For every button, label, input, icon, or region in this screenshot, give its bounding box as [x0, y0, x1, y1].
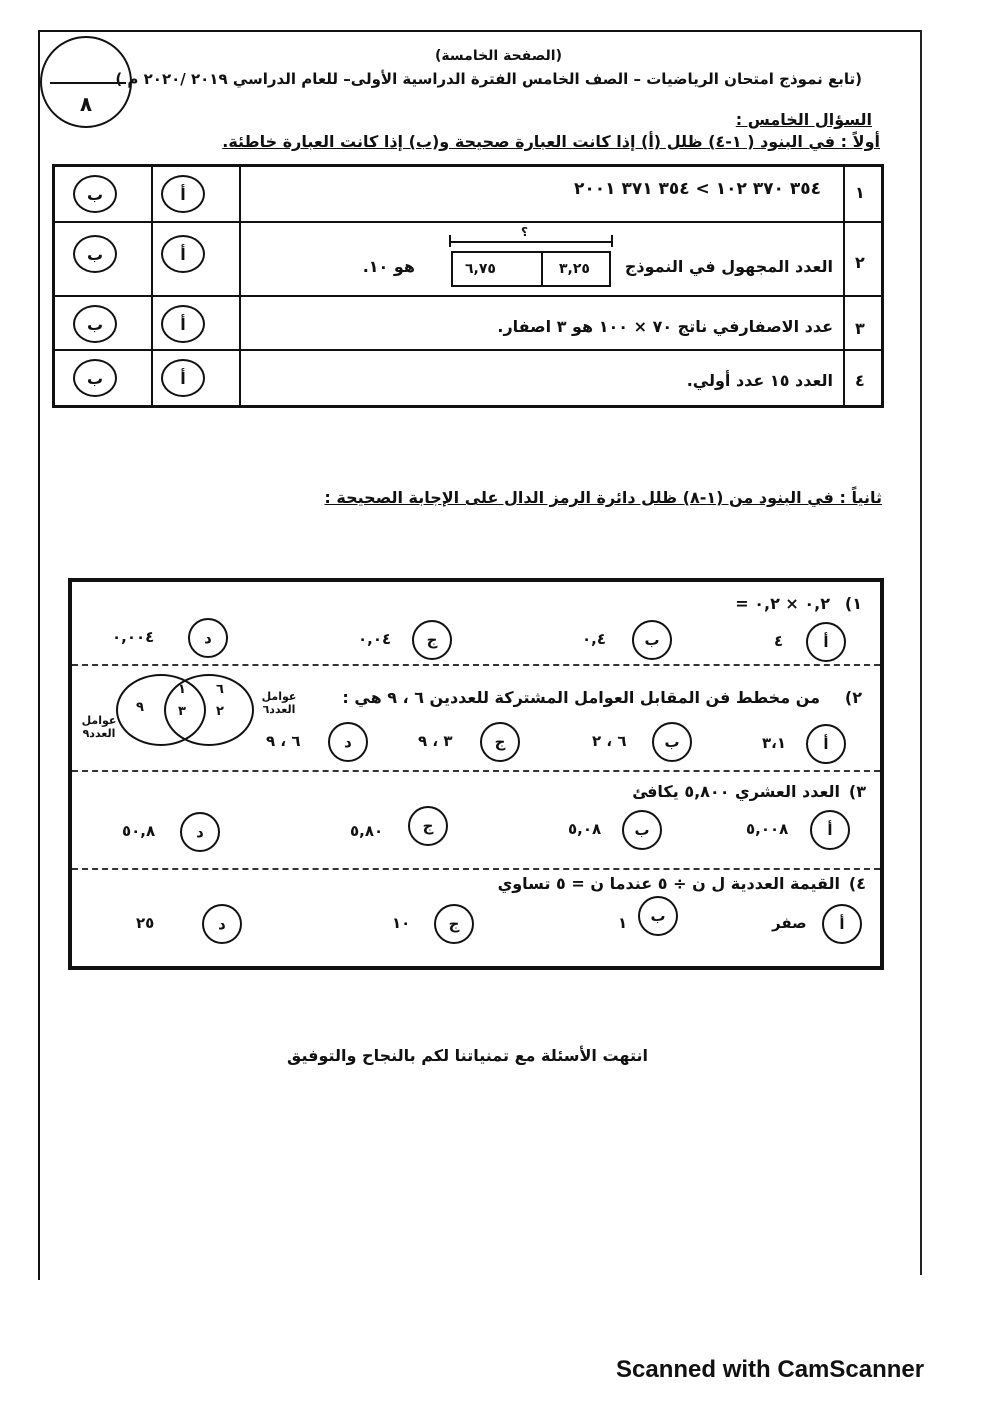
statement-text: العدد المجهول في النموذج: [624, 257, 833, 276]
question-number: ٣): [848, 782, 866, 801]
option-b-circle[interactable]: ب: [622, 810, 662, 850]
option-b-value: ٥,٠٨: [568, 820, 602, 838]
option-b-button[interactable]: ب: [73, 235, 117, 273]
question-text: من مخطط فن المقابل العوامل المشتركة للعددين ٦ ، ٩ هي :: [342, 688, 820, 707]
option-c-value: ٥,٨٠: [350, 822, 384, 840]
statement-text: ٣٥٤ ٣٧٠ ١٠٢ > ٣٥٤ ٣٧١ ٢٠٠١: [574, 179, 821, 199]
option-a-circle[interactable]: أ: [806, 724, 846, 764]
grade-mark: ٨: [79, 92, 93, 116]
option-a-button[interactable]: أ: [161, 175, 205, 213]
multiple-choice-box: [68, 578, 884, 970]
option-a-button[interactable]: أ: [161, 235, 205, 273]
option-b-circle[interactable]: ب: [652, 722, 692, 762]
bar-model-bracket: [611, 235, 613, 247]
question-number: ١): [844, 594, 862, 613]
option-a-value: ٥,٠٠٨: [746, 820, 789, 838]
option-a-button[interactable]: أ: [161, 359, 205, 397]
option-b-circle[interactable]: ب: [638, 896, 678, 936]
option-d-circle[interactable]: د: [202, 904, 242, 944]
page-frame-top: [38, 30, 922, 32]
option-d-value: ٥٠,٨: [122, 822, 156, 840]
statement-text: العدد ١٥ عدد أولي.: [686, 371, 833, 390]
bar-model: [451, 251, 611, 287]
statement-text: عدد الاصفارفي ناتج ٧٠ × ١٠٠ هو ٣ اصفار.: [497, 317, 833, 336]
option-b-value: ٦ ، ٢: [592, 732, 627, 750]
table-row-divider: [55, 221, 881, 223]
bar-model-right: ٣,٢٥: [559, 261, 590, 277]
option-c-value: ٠,٠٤: [358, 630, 392, 648]
row-number: ١: [855, 183, 865, 202]
bar-model-unknown: ؟: [521, 225, 528, 239]
option-a-button[interactable]: أ: [161, 305, 205, 343]
part1-instruction: أولاً : في البنود ( ١-٤) ظلل (أ) إذا كانت العبارة صحيحة و(ب) إذا كانت العبارة خاطئة.: [222, 132, 880, 151]
option-a-value: صفر: [772, 914, 807, 932]
bar-model-left: ٦,٧٥: [465, 261, 496, 277]
option-b-button[interactable]: ب: [73, 305, 117, 343]
venn-label-6: عوامل العدد٦: [261, 690, 297, 716]
question-number: ٢): [844, 688, 862, 707]
table-col-divider: [843, 167, 845, 405]
question-number: ٤): [848, 874, 866, 893]
page-frame-left: [38, 30, 40, 1280]
option-d-circle[interactable]: د: [188, 618, 228, 658]
question-text: ٠,٢ × ٠,٢ =: [735, 594, 830, 613]
bar-model-divider: [541, 253, 543, 285]
option-d-circle[interactable]: د: [328, 722, 368, 762]
question-text: القيمة العددية ل ن ÷ ٥ عندما ن = ٥ تساوي: [497, 874, 840, 893]
venn-label-9: عوامل العدد٩: [81, 714, 117, 740]
closing-message: انتهت الأسئلة مع تمنياتنا لكم بالنجاح والتوفيق: [287, 1046, 648, 1065]
exam-title: (تابع نموذج امتحان الرياضيات – الصف الخامس الفترة الدراسية الأولى– للعام الدراسي ٢٠١٩ /٢٠٢٠ م ): [115, 70, 862, 88]
option-b-button[interactable]: ب: [73, 359, 117, 397]
table-row-divider: [55, 349, 881, 351]
page-label: (الصفحة الخامسة): [435, 48, 562, 64]
row-number: ٤: [855, 371, 865, 390]
option-a-circle[interactable]: أ: [822, 904, 862, 944]
table-col-divider: [151, 167, 153, 405]
true-false-table: [52, 164, 884, 408]
part2-instruction: ثانياً : في البنود من (١-٨) ظلل دائرة الرمز الدال على الإجابة الصحيحة :: [324, 488, 882, 507]
question-text: العدد العشري ٥,٨٠٠ يكافئ: [632, 782, 840, 801]
scanner-watermark: Scanned with CamScanner: [616, 1356, 925, 1383]
option-d-value: ٦ ، ٩: [266, 732, 301, 750]
option-b-button[interactable]: ب: [73, 175, 117, 213]
option-d-value: ٠,٠٠٤: [112, 628, 155, 646]
option-d-value: ٢٥: [136, 914, 155, 932]
option-b-value: ١: [618, 914, 628, 932]
option-c-value: ٣ ، ٩: [418, 732, 453, 750]
page-frame-right: [920, 30, 922, 1275]
option-b-circle[interactable]: ب: [632, 620, 672, 660]
option-c-circle[interactable]: ج: [412, 620, 452, 660]
option-a-circle[interactable]: أ: [806, 622, 846, 662]
option-a-circle[interactable]: أ: [810, 810, 850, 850]
option-c-circle[interactable]: ج: [408, 806, 448, 846]
option-d-circle[interactable]: د: [180, 812, 220, 852]
option-c-circle[interactable]: ج: [434, 904, 474, 944]
question-divider: [72, 868, 880, 870]
section-title: السؤال الخامس :: [735, 110, 872, 129]
venn-common-b: ٣: [178, 704, 186, 719]
table-row-divider: [55, 295, 881, 297]
option-a-value: ٣،١: [762, 734, 787, 752]
bar-model-bracket: [449, 241, 613, 243]
question-divider: [72, 770, 880, 772]
option-b-value: ٠,٤: [582, 630, 607, 648]
venn-only9: ٩: [136, 700, 144, 715]
statement-tail: هو ١٠.: [362, 257, 415, 276]
venn-only6-b: ٢: [216, 704, 224, 719]
venn-common-a: ١: [178, 682, 186, 697]
venn-diagram: [116, 674, 252, 746]
venn-only6-a: ٦: [216, 682, 224, 697]
option-a-value: ٤: [774, 632, 784, 650]
option-c-circle[interactable]: ج: [480, 722, 520, 762]
row-number: ٣: [855, 319, 865, 338]
bar-model-bracket: [449, 235, 451, 247]
option-c-value: ١٠: [392, 914, 411, 932]
row-number: ٢: [855, 253, 865, 272]
question-divider: [72, 664, 880, 666]
table-col-divider: [239, 167, 241, 405]
